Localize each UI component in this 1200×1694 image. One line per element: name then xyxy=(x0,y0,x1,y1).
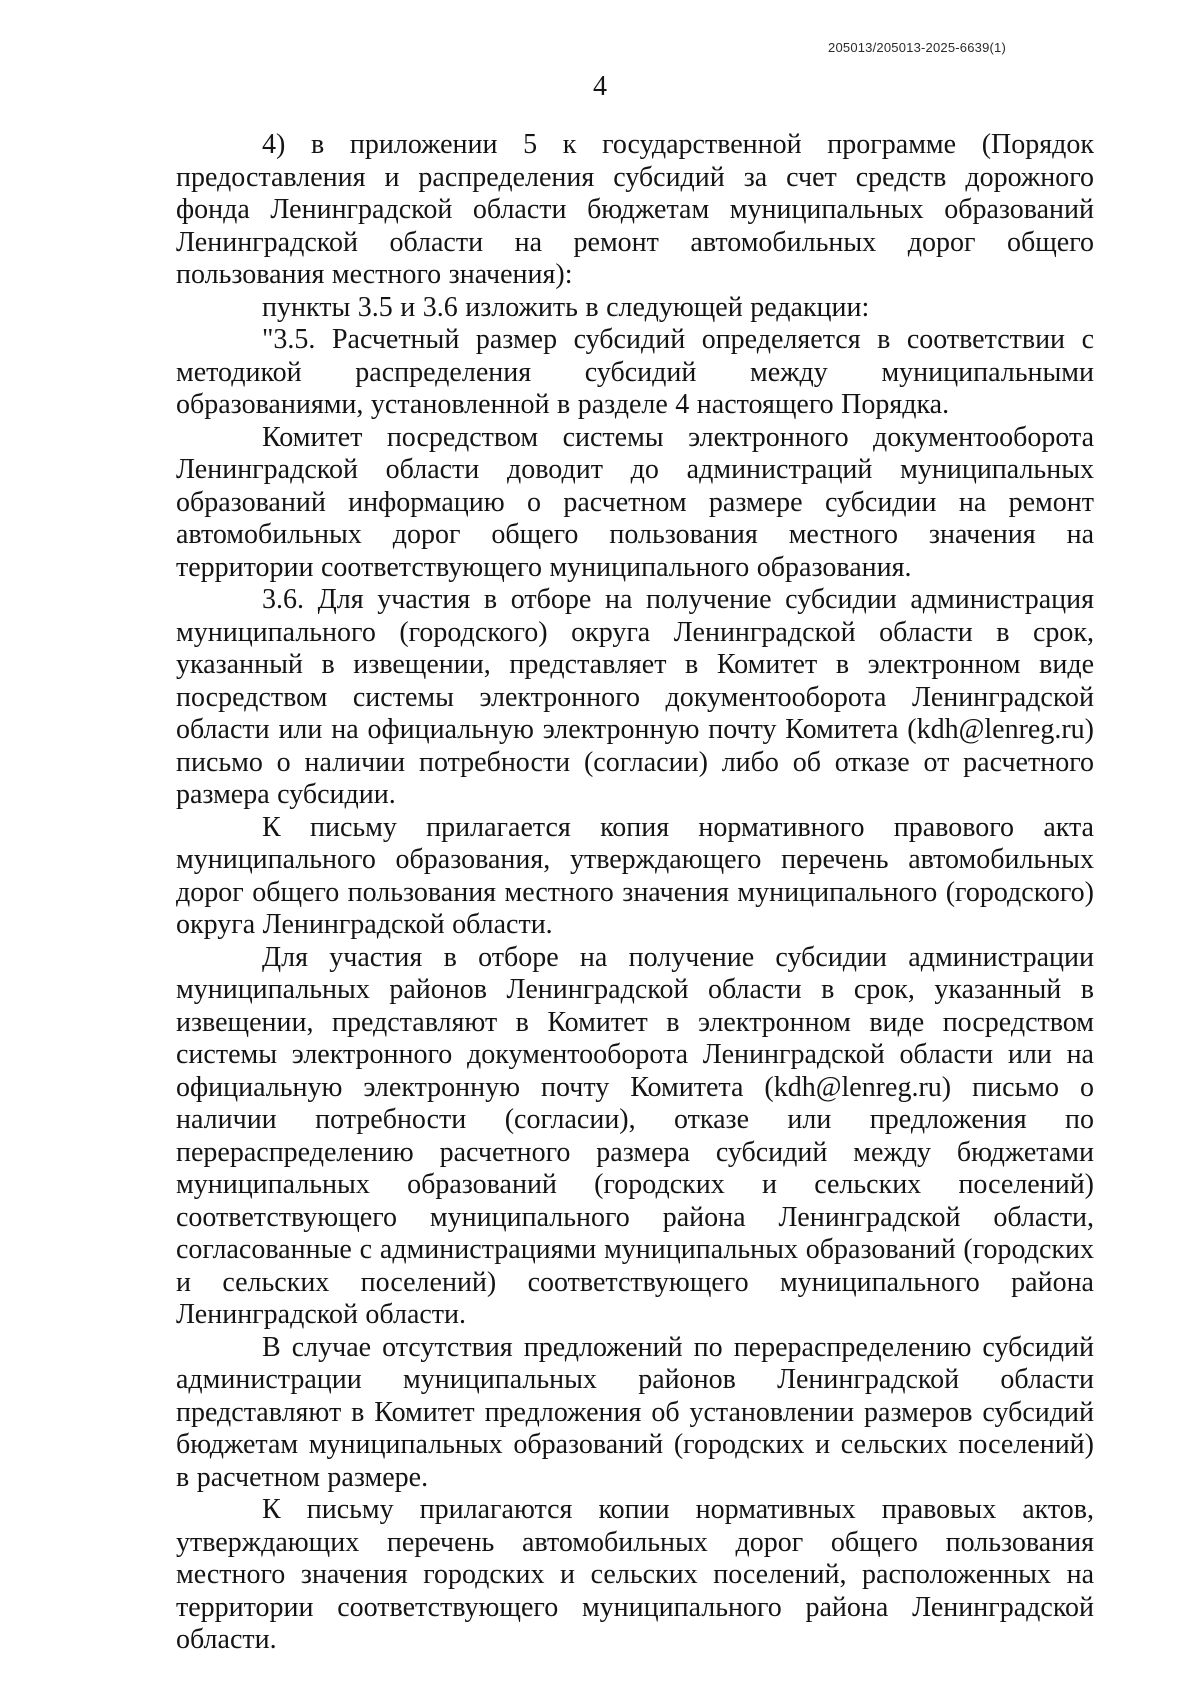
page-number: 4 xyxy=(593,71,607,102)
paragraph-item-4-appendix-5: 4) в приложении 5 к государственной программе (Порядок предоставления и распределения субсидий за счет средств дорожного фонда Ленинградской области бюджетам муниципальных образований Ленинградской области на ремонт автомобильных дорог общего пользования местного значения): xyxy=(176,129,1094,290)
paragraph-points-3-5-3-6-intro: пункты 3.5 и 3.6 изложить в следующей редакции: xyxy=(262,291,870,323)
paragraph-point-3-6: 3.6. Для участия в отборе на получение субсидии администрация муниципального (городского) округа Ленинградской области в срок, указанный в извещении, представляет в Комитет в электронном виде посредством системы электронного документооборота Ленинградской области или на официальную электронную почту Комитета (kdh@lenreg.ru) письмо о наличии потребности (согласии) либо об отказе от расчетного размера субсидии. xyxy=(176,584,1094,810)
paragraph-letter-attachment-okrug: К письму прилагается копия нормативного правового акта муниципального образования, утверждающего перечень автомобильных дорог общего пользования местного значения муниципального (городского) округа Ленинградской области. xyxy=(176,811,1094,940)
paragraph-municipal-districts-selection: Для участия в отборе на получение субсидии администрации муниципальных районов Ленинградской области в срок, указанный в извещении, представляют в Комитет в электронном виде посредством системы электронного документооборота Ленинградской области или на официальную электронную почту Комитета (kdh@lenreg.ru) письмо о наличии потребности (согласии), отказе или предложения по перераспределению расчетного размера субсидий между бюджетами муниципальных образований (городских и сельских поселений) соответствующего муниципального района Ленинградской области, согласованные с администрациями муниципальных образований (городских и сельских поселений) соответствующего муниципального района Ленинградской области. xyxy=(176,941,1094,1330)
document-body xyxy=(176,129,1094,1657)
paragraph-no-redistribution-proposals: В случае отсутствия предложений по перераспределению субсидий администрации муниципальных районов Ленинградской области представляют в Комитет предложения об установлении размеров субсидий бюджетам муниципальных образований (городских и сельских поселений) в расчетном размере. xyxy=(176,1331,1094,1493)
document-registration-number: 205013/205013-2025-6639(1) xyxy=(828,40,1006,55)
paragraph-point-3-5: "3.5. Расчетный размер субсидий определяется в соответствии с методикой распределения субсидий между муниципальными образованиями, установленной в разделе 4 настоящего Порядка. xyxy=(176,324,1094,420)
paragraph-committee-notification: Комитет посредством системы электронного документооборота Ленинградской области доводит до администраций муниципальных образований информацию о расчетном размере субсидии на ремонт автомобильных дорог общего пользования местного значения на территории соответствующего муниципального образования. xyxy=(176,421,1094,583)
paragraph-letter-attachment-settlements: К письму прилагаются копии нормативных правовых актов, утверждающих перечень автомобильных дорог общего пользования местного значения городских и сельских поселений, расположенных на территории соответствующего муниципального района Ленинградской области. xyxy=(176,1494,1094,1655)
